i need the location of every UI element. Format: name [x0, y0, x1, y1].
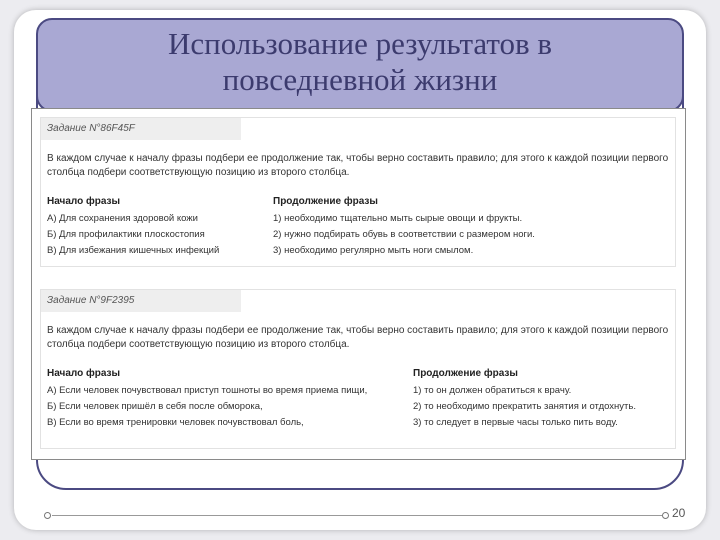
phrase-continuation: 2) то необходимо прекратить занятия и отдохнуть. [413, 401, 636, 412]
phrase-continuation: 1) необходимо тщательно мыть сырые овощи и фрукты. [273, 213, 523, 224]
phrase-continuation: 3) необходимо регулярно мыть ноги смылом. [273, 245, 474, 256]
phrase-start: А) Для сохранения здоровой кожи [47, 213, 198, 224]
phrase-start: А) Если человек почувствовал приступ тошноты во время приема пищи, [47, 385, 368, 396]
phrase-start: Б) Для профилактики плоскостопия [47, 229, 205, 240]
phrase-start: В) Если во время тренировки человек почувствовал боль, [47, 417, 304, 428]
slide-title [36, 26, 684, 98]
column-header-continuation: Продолжение фразы [273, 196, 378, 207]
phrase-continuation: 1) то он должен обратиться к врачу. [413, 385, 572, 396]
title-line-2: повседневной жизни [222, 62, 498, 97]
task-instructions: В каждом случае к началу фразы подбери ее продолжение так, чтобы верно составить правило; для этого к каждой позиции первого столбца подбери соответствующую позицию из второго столбца. [47, 153, 669, 178]
phrase-start: Б) Если человек пришёл в себя после обморока, [47, 401, 263, 412]
title-line-1: Использование результатов в [167, 26, 553, 61]
footer-dot-left [44, 512, 51, 519]
column-header-start: Начало фразы [47, 368, 121, 379]
column-header-start: Начало фразы [47, 196, 121, 207]
phrase-continuation: 3) то следует в первые часы только пить воду. [413, 417, 618, 428]
task-instructions: В каждом случае к началу фразы подбери ее продолжение так, чтобы верно составить правило; для этого к каждой позиции первого столбца подбери соответствующую позицию из второго столбца. [47, 325, 669, 350]
task-id: Задание N°86F45F [41, 118, 241, 140]
footer-divider [52, 515, 662, 516]
phrase-continuation: 2) нужно подбирать обувь в соответствии с размером ноги. [273, 229, 535, 240]
page-number: 20 [672, 506, 686, 520]
task-card [40, 117, 676, 267]
task-screenshot [31, 108, 686, 460]
footer-dot-right [662, 512, 669, 519]
task-id: Задание N°9F2395 [41, 290, 241, 312]
phrase-start: В) Для избежания кишечных инфекций [47, 245, 220, 256]
column-header-continuation: Продолжение фразы [413, 368, 518, 379]
task-card [40, 289, 676, 449]
